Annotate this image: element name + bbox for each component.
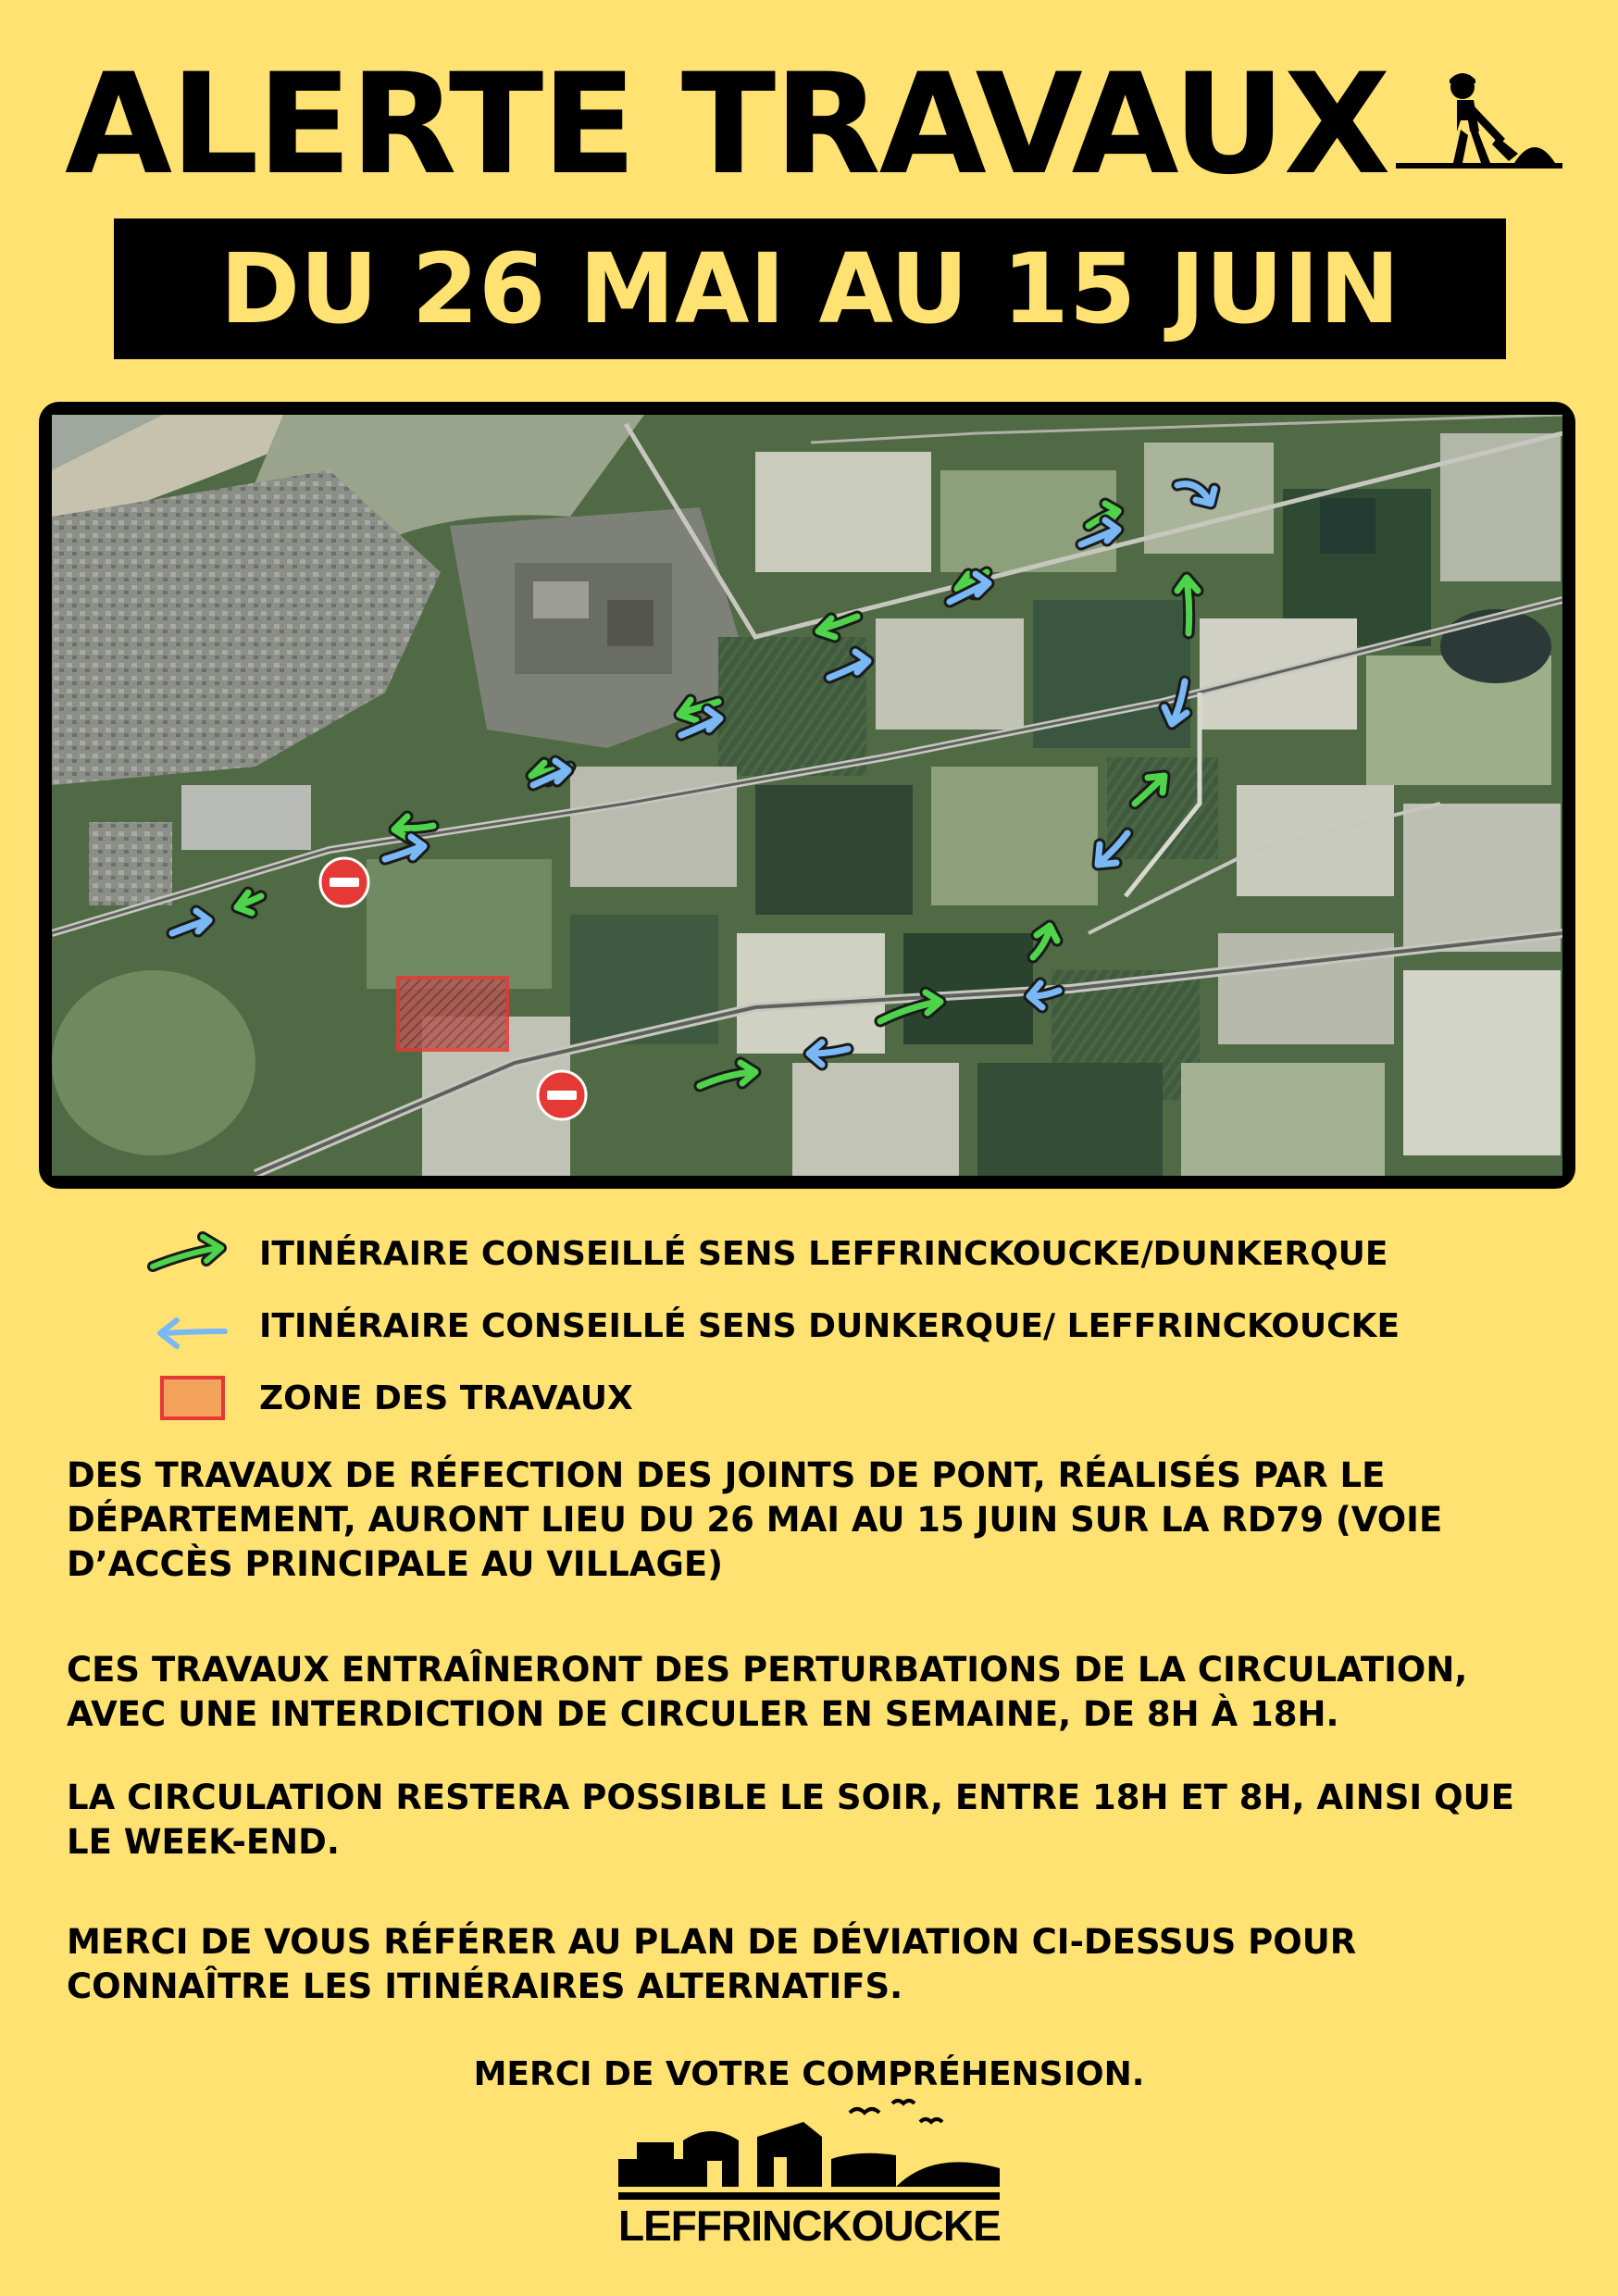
paragraph-works-description: DES TRAVAUX DE RÉFECTION DES JOINTS DE PONT, RÉALISÉS PAR LE DÉPARTEMENT, AURONT LIEU DU 26 MAI AU 15 JUIN SUR LA RD79 (VOIE D’ACCÈS PRINCIPALE AU VILLAGE)	[67, 1455, 1443, 1584]
no-entry-icon	[538, 1071, 586, 1119]
paragraph-traffic-disruption: CES TRAVAUX ENTRAÎNERONT DES PERTURBATIONS DE LA CIRCULATION, AVEC UNE INTERDICTION DE CIRCULER EN SEMAINE, DE 8H À 18H.	[67, 1650, 1468, 1734]
date-banner: DU 26 MAI AU 15 JUIN	[114, 218, 1506, 359]
thank-you-text: MERCI DE VOTRE COMPRÉHENSION.	[473, 2055, 1145, 2093]
logo-text: LEFFRINCKOUCKE	[618, 2202, 1001, 2250]
roadwork-worker-icon	[1396, 65, 1562, 176]
legend-label: ZONE DES TRAVAUX	[259, 1379, 633, 1417]
legend-label: ITINÉRAIRE CONSEILLÉ SENS DUNKERQUE/ LEFFRINCKOUCKE	[259, 1307, 1400, 1345]
work-zone-icon	[143, 1366, 236, 1431]
detour-map	[39, 402, 1575, 1189]
paragraph-traffic-allowed: LA CIRCULATION RESTERA POSSIBLE LE SOIR, ENTRE 18H ET 8H, AINSI QUE LE WEEK-END.	[67, 1778, 1514, 1862]
page-title: ALERTE TRAVAUX	[65, 44, 1389, 206]
paragraph-detour-reference: MERCI DE VOUS RÉFÉRER AU PLAN DE DÉVIATION CI-DESSUS POUR CONNAÎTRE LES ITINÉRAIRES ALTERNATIFS.	[67, 1922, 1357, 2006]
green-arrow-icon	[143, 1222, 236, 1287]
leffrinckoucke-logo	[618, 2085, 1000, 2270]
legend-label: ITINÉRAIRE CONSEILLÉ SENS LEFFRINCKOUCKE/DUNKERQUE	[259, 1235, 1388, 1273]
blue-arrow-icon	[143, 1294, 236, 1359]
no-entry-icon	[320, 858, 368, 906]
aerial-map	[52, 415, 1562, 1176]
town-skyline-logo-icon	[618, 2085, 1000, 2205]
work-zone	[398, 978, 507, 1050]
